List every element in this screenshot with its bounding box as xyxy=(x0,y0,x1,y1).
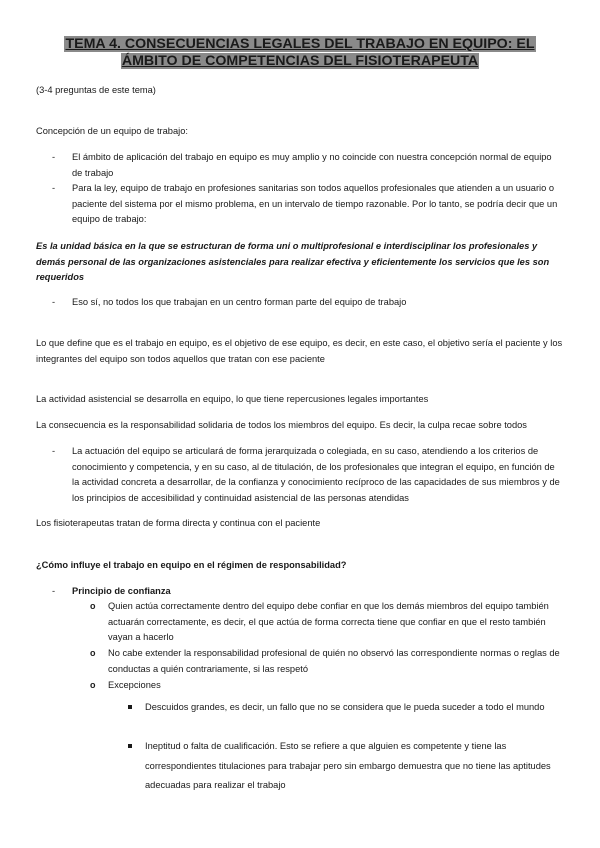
circle-bullet: o xyxy=(90,680,96,690)
para-consecuencia: La consecuencia es la responsabilidad solidaria de todos los miembros del equipo. Es decir, la culpa recae sobre todos xyxy=(36,420,527,430)
bullet-actuacion: La actuación del equipo se articulará de forma jerarquizada o colegiada, en su caso, atendiendo a los criterios de conocimiento y competencia, y en su caso, al de titulación, de los profesionales que integran el equipo, en función de la actividad concreta a desarrollar, de la confianza y conocimiento recíproco de las capacidades de sus miembros y de los principios de accesibilidad y continuidad asistencial de las personas atendidas xyxy=(72,446,560,503)
bullet-para-la-ley: Para la ley, equipo de trabajo en profesiones sanitarias son todos aquellos profesionales que atienden a un usuario o paciente del sistema por el mismo problema, en un intervalo de tiempo razonable. Por lo tanto, se podría decir que un equipo de trabajo: xyxy=(72,183,558,224)
excepcion-descuidos: Descuidos grandes, es decir, un fallo que no se considera que le pueda suceder a todo el mundo xyxy=(145,702,545,712)
sub-item-quien-actua: Quien actúa correctamente dentro del equipo debe confiar en que los demás miembros del equipo también actuarán correctamente, es decir, el que actúa de forma correcta tiene que confiar en que el resto también vayan a hacerlo xyxy=(108,601,549,642)
para-actividad: La actividad asistencial se desarrolla en equipo, lo que tiene repercusiones legales importantes xyxy=(36,394,429,404)
sub-item-excepciones: Excepciones xyxy=(108,680,161,690)
bullet-ambito: El ámbito de aplicación del trabajo en equipo es muy amplio y no coincide con nuestra concepción normal de equipo de trabajo xyxy=(72,152,552,178)
bullet-dash: - xyxy=(52,183,56,193)
square-bullet xyxy=(128,705,132,709)
bullet-dash: - xyxy=(52,297,56,307)
question-heading: ¿Cómo influye el trabajo en equipo en el régimen de responsabilidad? xyxy=(36,560,347,570)
excepcion-ineptitud: Ineptitud o falta de cualificación. Esto se refiere a que alguien es competente y tiene las correspondientes titulaciones para trabajar pero sin embargo demuestra que no tiene las aptitudes adecuadas para realizar el trabajo xyxy=(145,741,551,790)
circle-bullet: o xyxy=(90,601,96,611)
definition-equipo: Es la unidad básica en la que se estructuran de forma uni o multiprofesional e interdisciplinar los profesionales y demás personal de las organizaciones asistenciales para realizar efectiva y eficientemente los servicios que les son requeridos xyxy=(36,241,550,282)
para-define: Lo que define que es el trabajo en equipo, es el objetivo de ese equipo, es decir, en este caso, el objetivo sería el paciente y los integrantes del equipo son todos aquellos que tratan con ese paciente xyxy=(36,338,563,364)
principio-confianza: Principio de confianza xyxy=(72,586,171,596)
bullet-no-todos: Eso sí, no todos los que trabajan en un centro forman parte del equipo de trabajo xyxy=(72,297,407,307)
para-fisioterapeutas: Los fisioterapeutas tratan de forma directa y continua con el paciente xyxy=(36,518,321,528)
title-line-1: TEMA 4. CONSECUENCIAS LEGALES DEL TRABAJO EN EQUIPO: EL xyxy=(65,36,535,52)
bullet-dash: - xyxy=(52,152,56,162)
sub-item-no-cabe: No cabe extender la responsabilidad profesional de quién no observó las correspondiente normas o reglas de conductas a quién contrariamente, si las respetó xyxy=(108,648,560,674)
circle-bullet: o xyxy=(90,648,96,658)
square-bullet xyxy=(128,744,132,748)
question-count-note: (3-4 preguntas de este tema) xyxy=(36,85,156,95)
title-line-2: ÁMBITO DE COMPETENCIAS DEL FISIOTERAPEUTA xyxy=(121,53,479,69)
bullet-dash: - xyxy=(52,446,56,456)
concepcion-heading: Concepción de un equipo de trabajo: xyxy=(36,126,188,136)
document-title xyxy=(36,36,564,70)
bullet-dash: - xyxy=(52,586,56,596)
